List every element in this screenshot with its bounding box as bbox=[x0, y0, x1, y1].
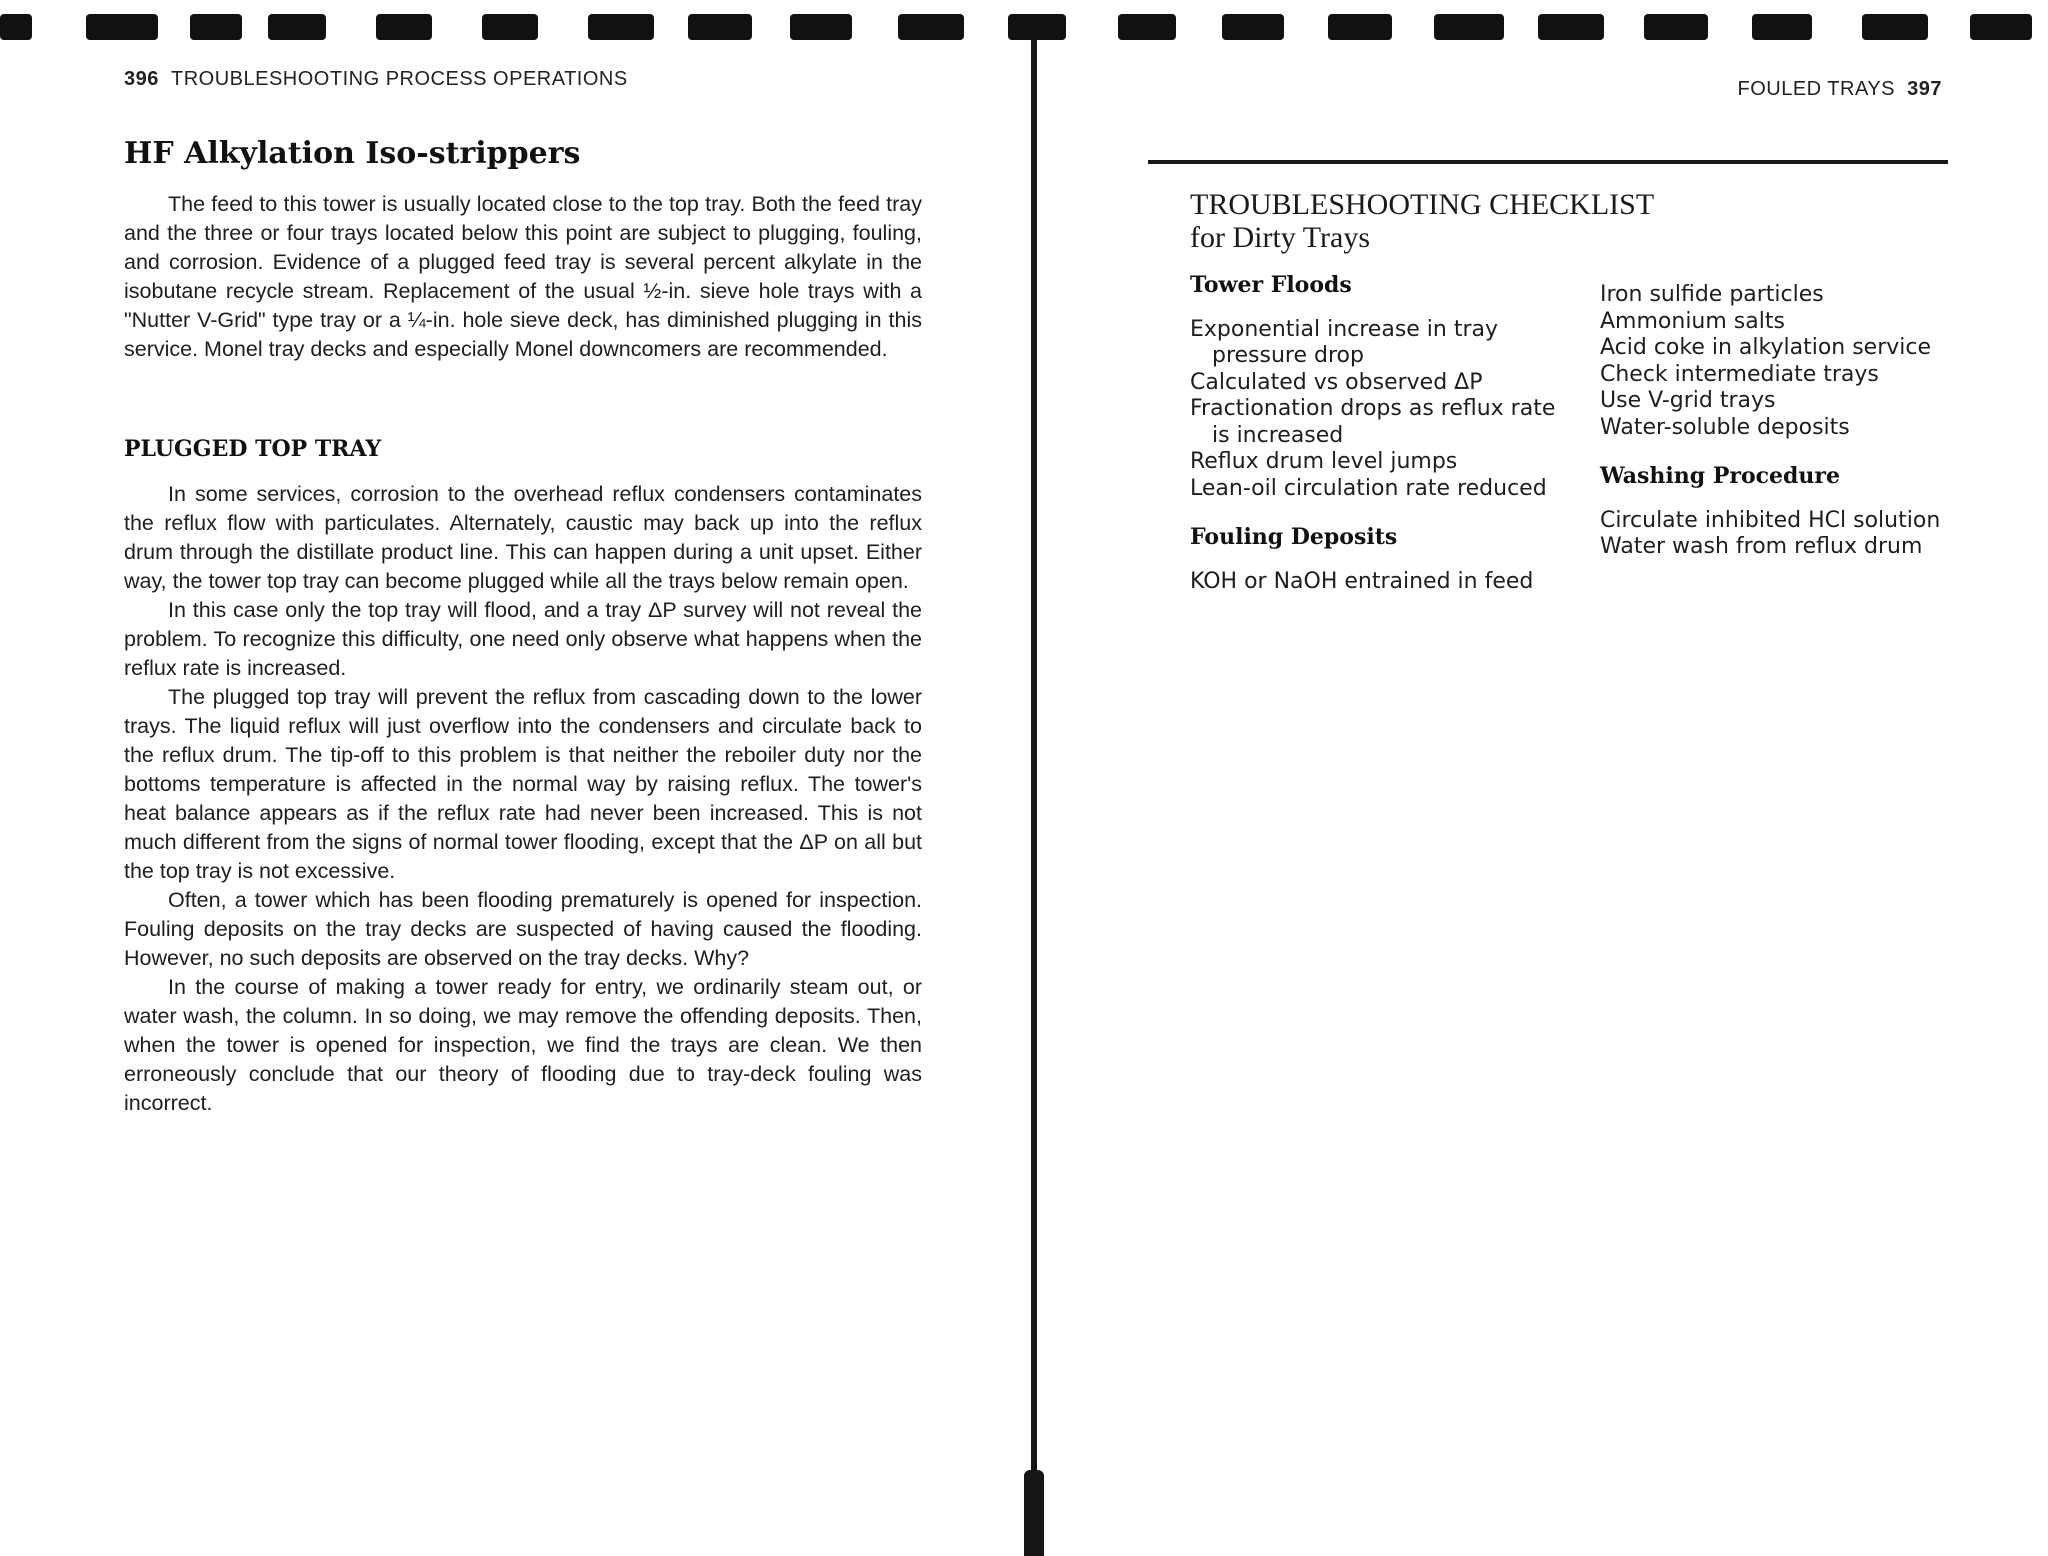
checklist-title-line1: TROUBLESHOOTING CHECKLIST bbox=[1190, 188, 1655, 221]
fouling-deposits-heading: Fouling Deposits bbox=[1190, 524, 1398, 550]
checklist-column-left bbox=[1190, 272, 1570, 617]
checklist-item: Fractionation drops as reflux rate is increased bbox=[1190, 396, 1556, 448]
checklist-item: Circulate inhibited HCl solution bbox=[1600, 507, 1941, 533]
subsection-title: PLUGGED TOP TRAY bbox=[124, 436, 382, 462]
tower-floods-heading: Tower Floods bbox=[1190, 272, 1352, 298]
checklist-item: KOH or NaOH entrained in feed bbox=[1190, 568, 1534, 594]
checklist-column-right bbox=[1600, 282, 1980, 583]
fouling-deposits-list bbox=[1190, 569, 1570, 596]
body-paragraph: In the course of making a tower ready for entry, we ordinarily steam out, or water wash, the column. In so doing, we may remove the offending deposits. Then, when the tower is opened for inspection, we find the trays are clean. We then erroneously conclude that our theory of flooding due to tray-deck fouling was incorrect. bbox=[124, 975, 922, 1115]
section-title: HF Alkylation Iso-strippers bbox=[124, 136, 581, 171]
intro-paragraph: The feed to this tower is usually located close to the top tray. Both the feed tray and the three or four trays located below this point are subject to plugging, fouling, and corrosion. Evidence of a plugged feed tray is several percent alkylate in the isobutane recycle stream. Replacement of the usual ½-in. sieve hole trays with a "Nutter V-Grid" type tray or a ¼-in. hole sieve deck, has diminished plugging in this service. Monel tray decks and especially Monel downcomers are recommended. bbox=[124, 192, 922, 361]
fouling-deposits-list-continued bbox=[1600, 282, 1980, 441]
left-page-number: 396 bbox=[124, 68, 159, 90]
washing-procedure-list bbox=[1600, 508, 1980, 561]
checklist-item: Check intermediate trays bbox=[1600, 361, 1879, 387]
checklist-rule bbox=[1148, 160, 1948, 164]
checklist-item: Use V-grid trays bbox=[1600, 388, 1776, 413]
checklist-item: Exponential increase in tray pressure drop bbox=[1190, 316, 1499, 368]
body-text bbox=[124, 480, 922, 1118]
left-running-head bbox=[124, 68, 628, 91]
body-paragraph: In this case only the top tray will flood, and a tray ΔP survey will not reveal the problem. To recognize this difficulty, one need only observe what happens when the reflux rate is increased. bbox=[124, 598, 922, 680]
body-paragraph: The plugged top tray will prevent the reflux from cascading down to the lower trays. The liquid reflux will just overflow into the condensers and circulate back to the reflux drum. The tip-off to this problem is that neither the reboiler duty nor the bottoms temperature is affected in the normal way by raising reflux. The tower's heat balance appears as if the reflux rate had never been increased. This is not much different from the signs of normal tower flooding, except that the ΔP on all but the top tray is not excessive. bbox=[124, 685, 922, 883]
checklist-item: Lean-oil circulation rate reduced bbox=[1190, 475, 1547, 501]
intro-text bbox=[124, 190, 922, 364]
right-running-head-title: FOULED TRAYS bbox=[1737, 78, 1895, 100]
tower-floods-list bbox=[1190, 317, 1570, 503]
checklist-item: Calculated vs observed ΔP bbox=[1190, 369, 1483, 395]
checklist-item: Water-soluble deposits bbox=[1600, 414, 1850, 440]
checklist-item: Reflux drum level jumps bbox=[1190, 449, 1458, 474]
right-page-number: 397 bbox=[1907, 78, 1942, 100]
body-paragraph: Often, a tower which has been flooding prematurely is opened for inspection. Fouling deposits on the tray decks are suspected of having caused the flooding. However, no such deposits are observed on the tray decks. Why? bbox=[124, 888, 922, 970]
checklist-item: Water wash from reflux drum bbox=[1600, 534, 1923, 559]
left-running-head-title: TROUBLESHOOTING PROCESS OPERATIONS bbox=[171, 68, 628, 90]
binding-gutter bbox=[1031, 40, 1037, 1556]
checklist-item: Iron sulfide particles bbox=[1600, 282, 1824, 307]
right-running-head bbox=[1737, 78, 1942, 101]
body-paragraph: In some services, corrosion to the overhead reflux condensers contaminates the reflux flow with particulates. Alternately, caustic may back up into the reflux drum through the distillate product line. This can happen during a unit upset. Either way, the tower top tray can become plugged while all the trays below remain open. bbox=[124, 482, 922, 593]
checklist-item: Ammonium salts bbox=[1600, 308, 1785, 334]
checklist-item: Acid coke in alkylation service bbox=[1600, 335, 1932, 360]
checklist-title-line2: for Dirty Trays bbox=[1190, 221, 1371, 254]
washing-procedure-heading: Washing Procedure bbox=[1600, 463, 1840, 489]
checklist-title bbox=[1190, 188, 1654, 254]
